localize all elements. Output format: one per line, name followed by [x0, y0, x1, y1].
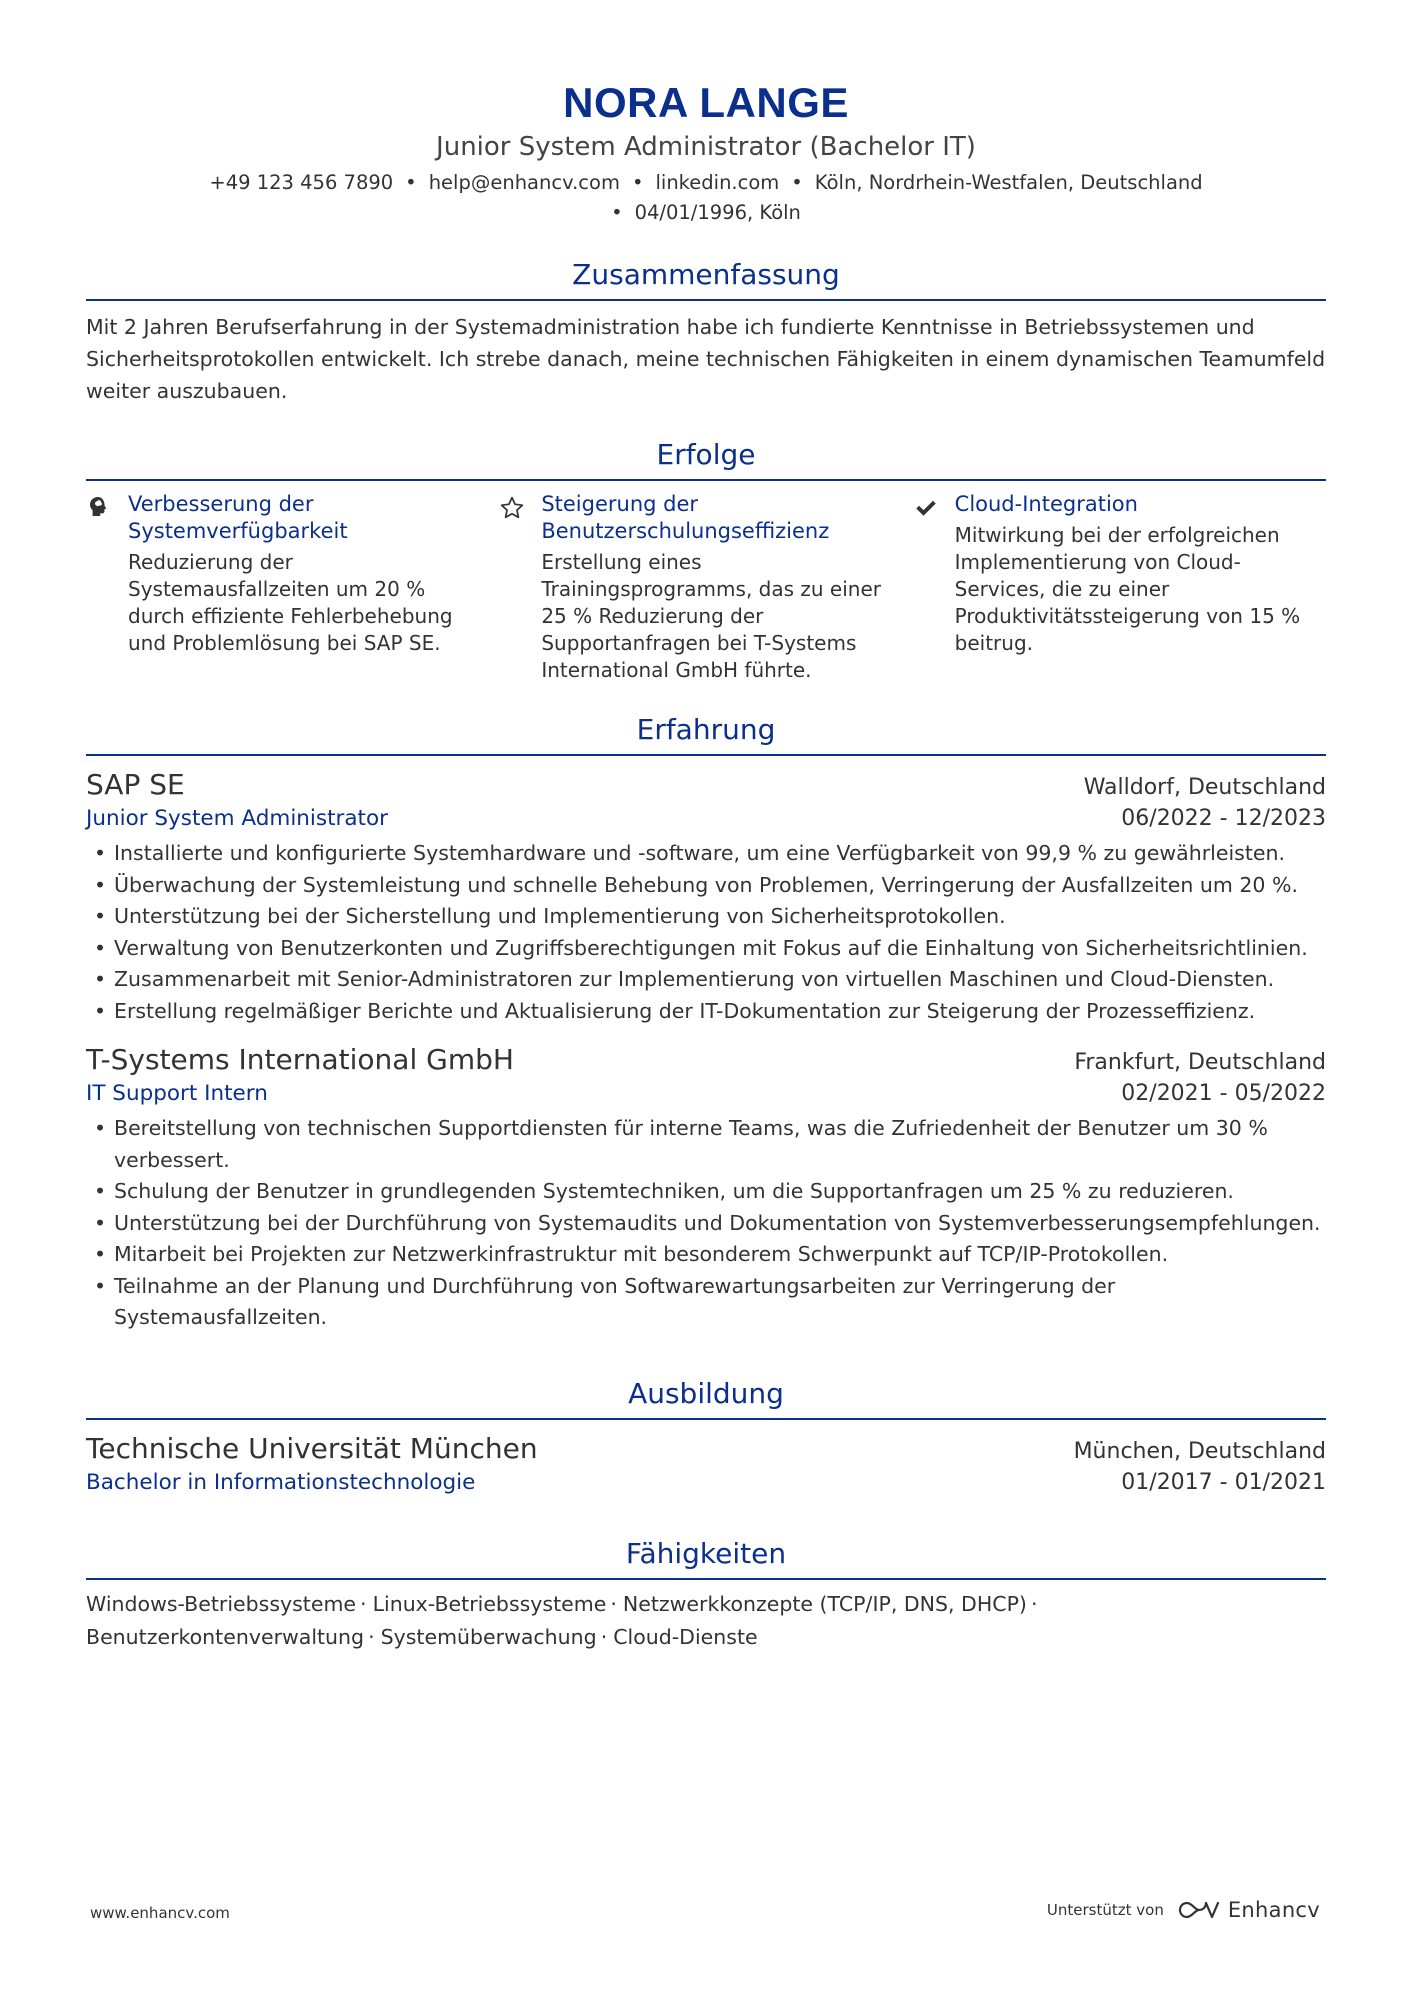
- footer-branding: [1047, 1898, 1320, 1922]
- brand-name: Enhancv: [1227, 1898, 1320, 1922]
- resume-header: [86, 0, 1326, 228]
- job-bullets: [86, 1113, 1326, 1334]
- bullet-item: • Zusammenarbeit mit Senior-Administratoren zur Implementierung von virtuellen Maschinen und Cloud-Diensten.: [86, 964, 1326, 996]
- bullet-item: • Erstellung regelmäßiger Berichte und Aktualisierung der IT-Dokumentation zur Steigerung der Prozesseffizienz.: [86, 996, 1326, 1028]
- degree: Bachelor in Informationstechnologie: [86, 1469, 476, 1495]
- section-title-education: Ausbildung: [86, 1374, 1326, 1420]
- linkedin-link[interactable]: linkedin.com: [655, 171, 780, 194]
- achievements-list: [86, 491, 1326, 684]
- skill-item: Systemüberwachung: [380, 1624, 597, 1649]
- achievement-desc: Erstellung eines Trainingsprogramms, das zu einer 25 % Reduzierung der Supportanfragen bei T-Systems International GmbH führte.: [541, 550, 881, 682]
- bullet-item: • Überwachung der Systemleistung und schnelle Behebung von Problemen, Verringerung der Ausfallzeiten um 20 %.: [86, 870, 1326, 902]
- company-name: T-Systems International GmbH: [86, 1043, 514, 1076]
- contact-line: +49 123 456 7890 • help@enhancv.com • linkedin.com • Köln, Nordrhein-Westfalen, Deutschland: [209, 171, 1203, 194]
- skill-item: Windows-Betriebssysteme: [86, 1591, 357, 1616]
- job-dates: 02/2021 - 05/2022: [1121, 1081, 1326, 1106]
- bullet-item: • Bereitstellung von technischen Supportdiensten für interne Teams, was die Zufriedenheit der Benutzer um 30 % verbessert.: [86, 1113, 1326, 1176]
- phone: +49 123 456 7890: [209, 171, 394, 194]
- job-location: Walldorf, Deutschland: [1083, 775, 1326, 800]
- star-icon: [499, 491, 541, 684]
- achievement-desc: Mitwirkung bei der erfolgreichen Implementierung von Cloud-Services, die zu einer Produktivitätssteigerung von 15 % beitrug.: [954, 523, 1301, 655]
- birth-line: • 04/01/1996, Köln: [611, 201, 801, 224]
- brain-icon: [86, 491, 128, 684]
- candidate-title: Junior System Administrator (Bachelor IT): [436, 132, 976, 162]
- skill-item: Benutzerkontenverwaltung: [86, 1624, 365, 1649]
- achievement-item: [86, 491, 499, 684]
- education-entry: [86, 1430, 1326, 1498]
- enhancv-logo-icon: [1176, 1898, 1222, 1922]
- bullet-item: • Schulung der Benutzer in grundlegenden Systemtechniken, um die Supportanfragen um 25 % zu reduzieren.: [86, 1176, 1326, 1208]
- job-role: Junior System Administrator: [86, 806, 388, 831]
- achievement-item: [499, 491, 912, 684]
- bullet-item: • Unterstützung bei der Sicherstellung und Implementierung von Sicherheitsprotokollen.: [86, 901, 1326, 933]
- section-title-skills: Fähigkeiten: [86, 1534, 1326, 1580]
- bullet-item: • Mitarbeit bei Projekten zur Netzwerkinfrastruktur mit besonderem Schwerpunkt auf TCP/IP-Protokollen.: [86, 1239, 1326, 1271]
- summary-text: Mit 2 Jahren Berufserfahrung in der Systemadministration habe ich fundierte Kenntnisse in Betriebssystemen und Sicherheitsprotokollen entwickelt. Ich strebe danach, meine technischen Fähigkeiten in einem dynamischen Teamumfeld weiter auszubauen.: [86, 315, 1326, 403]
- skill-item: Cloud-Dienste: [613, 1624, 758, 1649]
- achievement-desc: Reduzierung der Systemausfallzeiten um 20 % durch effiziente Fehlerbehebung und Problemlösung bei SAP SE.: [128, 550, 453, 655]
- job-entry: [86, 1041, 1326, 1334]
- job-dates: 06/2022 - 12/2023: [1121, 806, 1326, 831]
- section-title-experience: Erfahrung: [86, 710, 1326, 756]
- bullet-item: • Teilnahme an der Planung und Durchführung von Softwarewartungsarbeiten zur Verringerung der Systemausfallzeiten.: [86, 1271, 1326, 1334]
- job-entry: [86, 766, 1326, 1027]
- location: Köln, Nordrhein-Westfalen, Deutschland: [814, 171, 1203, 194]
- achievements-section: [86, 435, 1326, 684]
- job-bullets: [86, 838, 1326, 1027]
- company-name: SAP SE: [86, 768, 185, 801]
- education-section: [86, 1374, 1326, 1498]
- bullet-item: • Unterstützung bei der Durchführung von Systemaudits und Dokumentation von Systemverbesserungsempfehlungen.: [86, 1208, 1326, 1240]
- skill-item: Linux-Betriebssysteme: [372, 1591, 607, 1616]
- email-link[interactable]: help@enhancv.com: [428, 171, 620, 194]
- section-title-achievements: Erfolge: [86, 435, 1326, 481]
- powered-by-label: Unterstützt von: [1046, 1901, 1164, 1919]
- job-role: IT Support Intern: [86, 1081, 268, 1106]
- check-icon: [913, 491, 955, 684]
- resume-page: [86, 0, 1326, 1654]
- birth-info: 04/01/1996, Köln: [634, 201, 801, 224]
- experience-section: [86, 710, 1326, 1334]
- skills-list: Windows-Betriebssysteme · Linux-Betriebssysteme · Netzwerkkonzepte (TCP/IP, DNS, DHCP) · Benutzerkontenverwaltung · Systemüberwachung · Cloud-Dienste: [86, 1591, 1038, 1649]
- achievement-title: Steigerung der Benutzerschulungseffizienz: [541, 492, 830, 543]
- candidate-name: NORA LANGE: [563, 79, 849, 126]
- bullet-item: • Verwaltung von Benutzerkonten und Zugriffsberechtigungen mit Fokus auf die Einhaltung von Sicherheitsrichtlinien.: [86, 933, 1326, 965]
- education-dates: 01/2017 - 01/2021: [1121, 1469, 1326, 1495]
- school-name: Technische Universität München: [86, 1431, 538, 1465]
- school-location: München, Deutschland: [1073, 1438, 1326, 1464]
- section-title-summary: Zusammenfassung: [86, 255, 1326, 301]
- skill-item: Netzwerkkonzepte (TCP/IP, DNS, DHCP): [622, 1591, 1027, 1616]
- summary-section: [86, 255, 1326, 407]
- footer-website[interactable]: www.enhancv.com: [90, 1904, 230, 1922]
- skills-section: [86, 1534, 1326, 1654]
- achievement-title: Verbesserung der Systemverfügbarkeit: [128, 492, 348, 543]
- bullet-item: • Installierte und konfigurierte Systemhardware und -software, um eine Verfügbarkeit von 99,9 % zu gewährleisten.: [86, 838, 1326, 870]
- achievement-item: [913, 491, 1326, 684]
- job-location: Frankfurt, Deutschland: [1074, 1050, 1326, 1075]
- achievement-title: Cloud-Integration: [954, 492, 1138, 516]
